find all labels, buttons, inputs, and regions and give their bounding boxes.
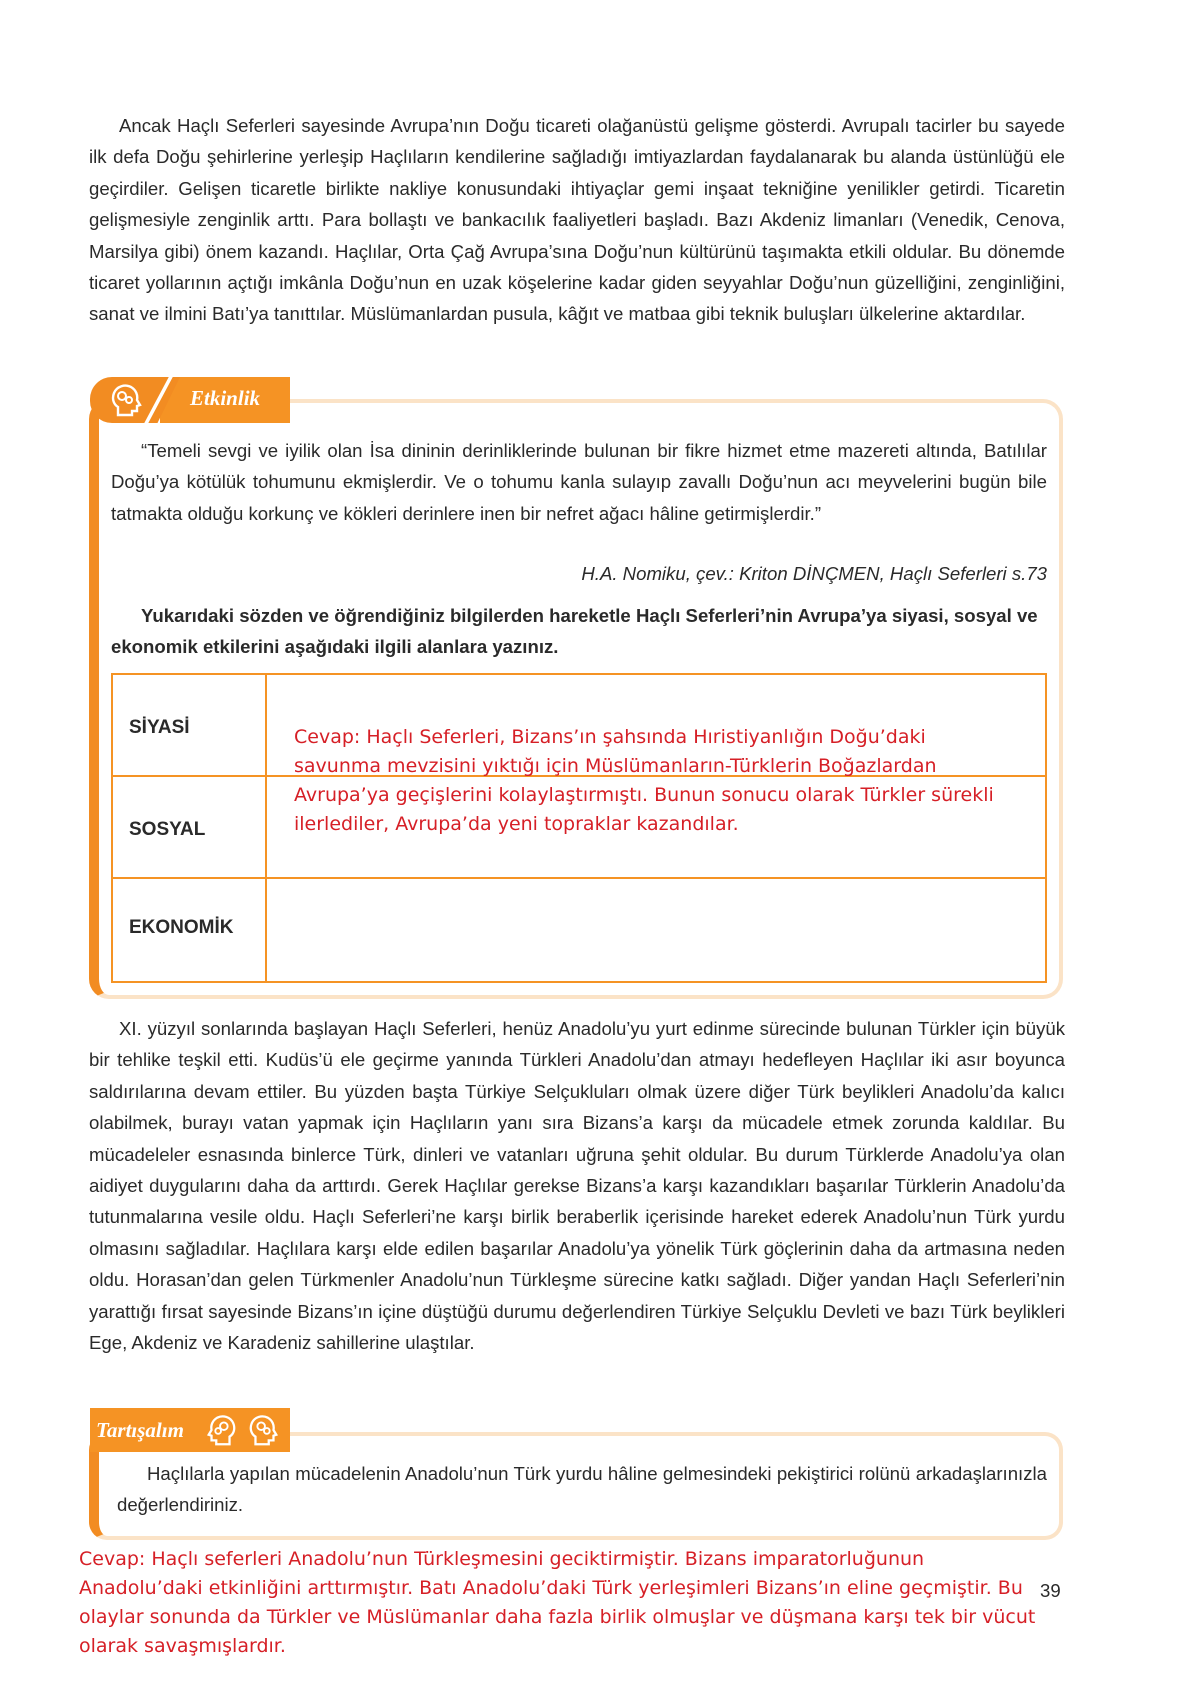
head-gears-icon — [108, 381, 146, 419]
body-paragraph-2: XI. yüzyıl sonlarında başlayan Haçlı Seferleri, henüz Anadolu’yu yurt edinme sürecinde bulunan Türkler için büyük bir tehlike teşkil etti. Kudüs’ü ele geçirme yanında Türkleri Anadolu’dan atmayı hedefleyen Haçlılar iki asır boyunca saldırılarına devam ettiler. Bu yüzden başta Türkiye Selçukluları olmak üzere diğer Türk beylikleri Anadolu’da kalıcı olabilmek, burayı vatan yapmak için Haçlıların yanı sıra Bizans’a karşı da mücadele etmek zorunda kaldılar. Bu mücadeleler esnasında binlerce Türk, dinleri ve vatanları uğruna şehit oldular. Bu durum Türklerde Anadolu’ya olan aidiyet duygularını daha da arttırdı. Gerek Haçlılar gerekse Bizans’a karşı kazandıkları başarılar Türklerin Anadolu’da tutunmalarına vesile oldu. Haçlı Seferleri’ne karşı birlik beraberlik içerisinde hareket ederek Anadolu’nun Türk yurdu olmasını sağladılar. Haçlılara karşı elde edilen başarılar Anadolu’ya yönelik Türk göçlerinin daha da artmasına neden oldu. Horasan’dan gelen Türkmenler Anadolu’nun Türkleşme sürecine katkı sağladı. Diğer yandan Haçlı Seferleri’nin yarattığı fırsat sayesinde Bizans’ın içine düştüğü durumu değerlendiren Türkiye Selçuklu Devleti ve bazı Türk beylikleri Ege, Akdeniz ve Karadeniz sahillerine ulaştılar. — [89, 1018, 1065, 1354]
activity-prompt: Yukarıdaki sözden ve öğrendiğiniz bilgilerden hareketle Haçlı Seferleri’nin Avrupa’ya siyasi, sosyal ve ekonomik etkilerini aşağıdaki ilgili alanlara yazınız. — [111, 605, 1038, 658]
row-label-sosyal: SOSYAL — [129, 819, 206, 840]
table-row — [113, 879, 1045, 981]
head-gears-icon — [203, 1411, 239, 1449]
row-label-ekonomik: EKONOMİK — [129, 917, 234, 938]
quote-citation: H.A. Nomiku, çev.: Kriton DİNÇMEN, Haçlı Seferleri s.73 — [581, 563, 1047, 584]
discussion-answer: Cevap: Haçlı seferleri Anadolu’nun Türkleşmesini geciktirmiştir. Bizans imparatorluğunun Anadolu’daki etkinliğini arttırmıştır. Batı Anadolu’daki Türk yerleşimleri Bizans’ın eline geçmiştir. Bu olaylar sonunda da Türkler ve Müslümanlar daha fazla birlik olmuşlar ve düşmana karşı tek bir vücut olarak savaşmışlardır. — [79, 1548, 1036, 1657]
page-number: 39 — [1040, 1580, 1061, 1601]
discussion-text: Haçlılarla yapılan mücadelenin Anadolu’nun Türk yurdu hâline gelmesindeki pekiştirici rolünü arkadaşlarınızla değerlendiriniz. — [117, 1463, 1047, 1516]
discussion-tab — [90, 1408, 290, 1452]
activity-tab — [90, 377, 290, 423]
activity-answer: Cevap: Haçlı Seferleri, Bizans’ın şahsında Hıristiyanlığın Doğu’daki savunma mevzisini yıktığı için Müslümanların-Türklerin Boğazlardan Avrupa’ya geçişlerini kolaylaştırmıştı. Bunun sonucu olarak Türkler sürekli ilerlediler, Avrupa’da yeni topraklar kazandılar. — [294, 726, 994, 835]
row-label-siyasi: SİYASİ — [129, 717, 190, 738]
activity-label: Etkinlik — [190, 386, 261, 410]
head-gears-icon — [246, 1411, 282, 1449]
discussion-label: Tartışalım — [96, 1418, 184, 1442]
activity-quote: “Temeli sevgi ve iyilik olan İsa dininin derinliklerinde bulunan bir fikre hizmet etme mazereti altında, Batılılar Doğu’ya kötülük tohumunu ekmişlerdir. Ve o tohumu kanla sulayıp zavallı Doğu’nun acı meyvelerini bugün bile tatmakta olduğu korkunç ve kökleri derinlere inen bir nefret ağacı hâline getirmişlerdir.” — [111, 440, 1047, 524]
body-paragraph-1: Ancak Haçlı Seferleri sayesinde Avrupa’nın Doğu ticareti olağanüstü gelişme gösterdi. Avrupalı tacirler bu sayede ilk defa Doğu şehirlerine yerleşip Haçlıların kendilerine sağladığı imtiyazlardan faydalanarak bu alanda üstünlüğü ele geçirdiler. Gelişen ticaretle birlikte nakliye konusundaki ihtiyaçlar gemi inşaat tekniğine yenilikler getirdi. Ticaretin gelişmesiyle zenginlik arttı. Para bollaştı ve bankacılık faaliyetleri başladı. Bazı Akdeniz limanları (Venedik, Cenova, Marsilya gibi) önem kazandı. Haçlılar, Orta Çağ Avrupa’sına Doğu’nun kültürünü taşımakta etkili oldular. Bu dönemde ticaret yollarının açtığı imkânla Doğu’nun en uzak köşelerine kadar giden seyyahlar Doğu’nun güzelliğini, zenginliğini, sanat ve ilmini Batı’ya tanıttılar. Müslümanlardan pusula, kâğıt ve matbaa gibi teknik buluşları ülkelerine aktardılar. — [89, 115, 1065, 325]
